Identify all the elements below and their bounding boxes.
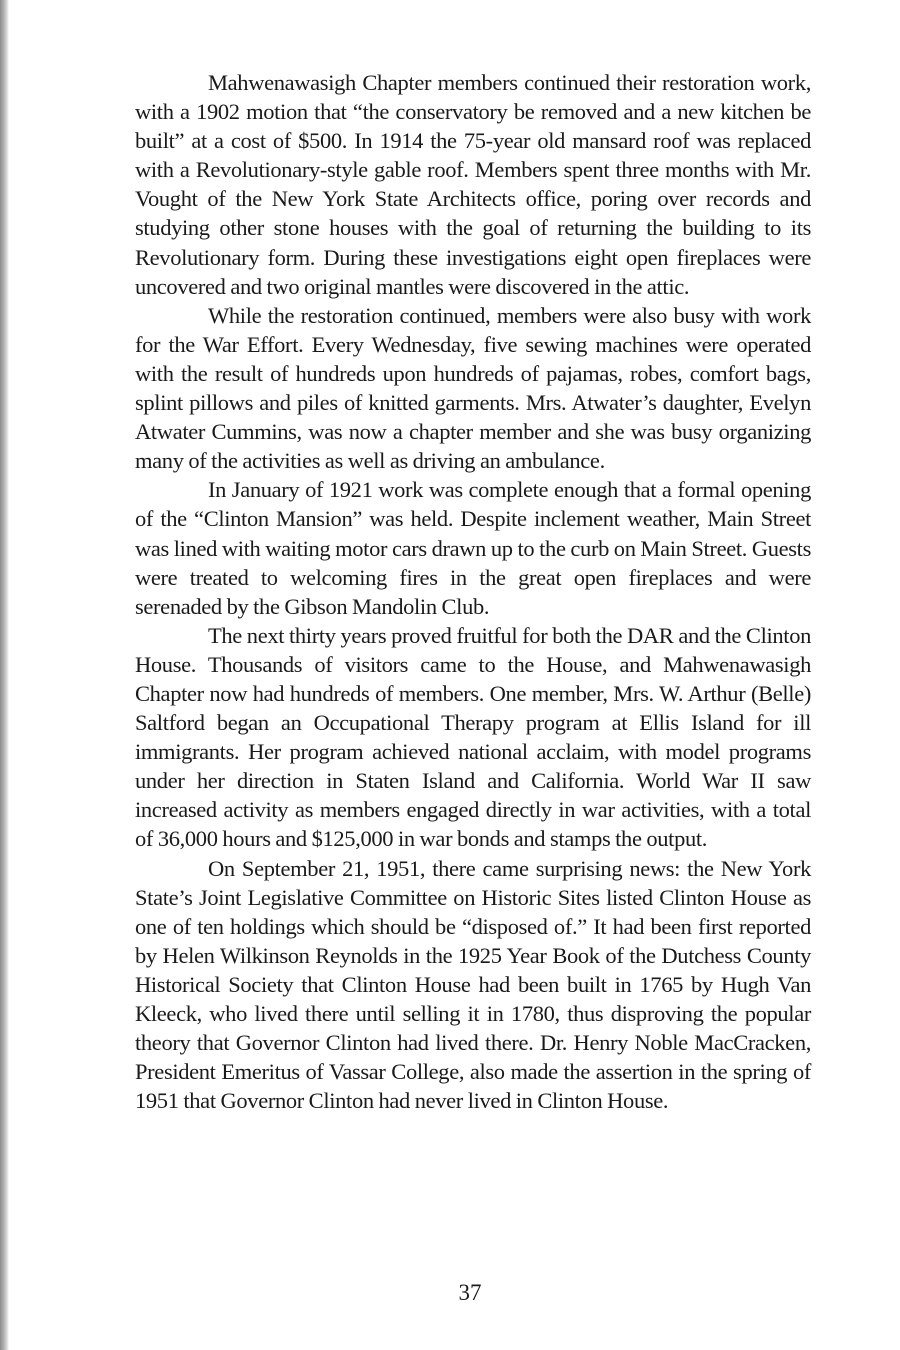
- page-body: [135, 68, 811, 1115]
- page-number: 37: [458, 1280, 482, 1305]
- paragraph-restoration-work: Mahwenawasigh Chapter members continued their restoration work, with a 1902 motion that “the conservatory be removed and a new kitchen be built” at a cost of $500. In 1914 the 75-year old mansard roof was replaced with a Revolutionary-style gable roof. Members spent three months with Mr. Vought of the New York State Architects office, poring over records and studying other stone houses with the goal of returning the building to its Revolutionary form. During these investigations eight open fireplaces were uncovered and two original mantles were discovered in the attic.: [135, 70, 811, 299]
- page-binding-edge: [0, 0, 9, 1350]
- paragraph-thirty-years: The next thirty years proved fruitful for both the DAR and the Clinton House. Thousands of visitors came to the House, and Mahwenawasigh Chapter now had hundreds of members. One member, Mrs. W. Arthur (Belle) Saltford began an Occupational Therapy program at Ellis Island for ill immigrants. Her program achieved national acclaim, with model programs under her direction in Staten Island and California. World War II saw increased activity as members engaged directly in war activities, with a total of 36,000 hours and $125,000 in war bonds and stamps the output.: [135, 622, 811, 852]
- paragraph-disposal-news: On September 21, 1951, there came surprising news: the New York State’s Joint Legislative Committee on Historic Sites listed Clinton House as one of ten holdings which should be “disposed of.” It had been first reported by Helen Wilkinson Reynolds in the 1925 Year Book of the Dutchess County Historical Society that Clinton House had been built in 1765 by Hugh Van Kleeck, who lived there until selling it in 1780, thus disproving the popular theory that Governor Clinton had lived there. Dr. Henry Noble MacCracken, President Emeritus of Vassar College, also made the assertion in the spring of 1951 that Governor Clinton had never lived in Clinton House.: [135, 855, 811, 1114]
- paragraph-war-effort: While the restoration continued, members were also busy with work for the War Effort. Every Wednesday, five sewing machines were operated with the result of hundreds upon hundreds of pajamas, robes, comfort bags, splint pillows and piles of knitted garments. Mrs. Atwater’s daughter, Evelyn Atwater Cummins, was now a chapter member and she was busy organizing many of the activities as well as driving an ambulance.: [135, 302, 811, 474]
- paragraph-formal-opening: In January of 1921 work was complete enough that a formal opening of the “Clinton Mansion” was held. Despite inclement weather, Main Street was lined with waiting motor cars drawn up to the curb on Main Street. Guests were treated to welcoming fires in the great open fireplaces and were serenaded by the Gibson Mandolin Club.: [135, 477, 811, 619]
